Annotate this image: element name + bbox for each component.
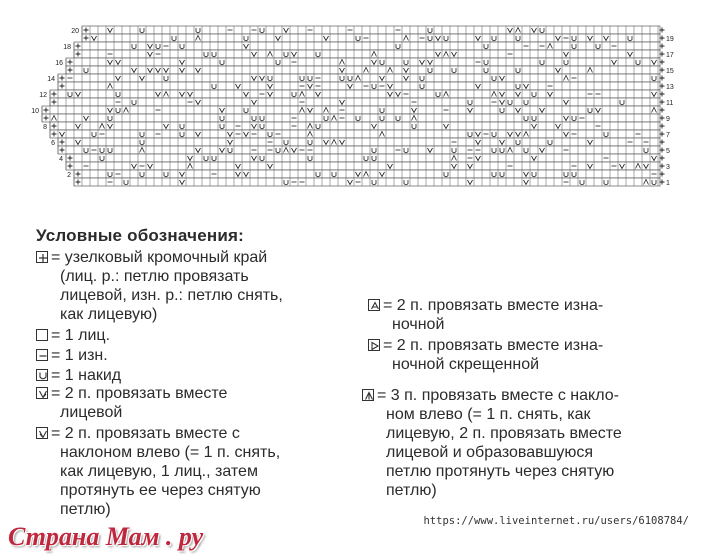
row-number-left: 4 bbox=[59, 156, 63, 163]
legend-item bbox=[362, 386, 622, 500]
chart-row-band bbox=[50, 90, 660, 98]
chart-row bbox=[58, 138, 660, 146]
row-number-left: 12 bbox=[39, 92, 47, 99]
chart-row bbox=[58, 82, 660, 90]
legend-item-text: протянуть ее через снятую bbox=[60, 482, 261, 499]
chart-row bbox=[50, 90, 660, 98]
a-purl-symbol-icon bbox=[368, 299, 380, 311]
tri-purl-symbol-icon bbox=[368, 339, 380, 351]
row-number-left: 20 bbox=[71, 28, 79, 35]
chart-row bbox=[66, 66, 660, 74]
legend-item-text: = 1 лиц. bbox=[51, 327, 111, 344]
chart-row bbox=[74, 178, 660, 186]
chart-row-band bbox=[66, 66, 660, 74]
chart-row bbox=[50, 98, 660, 106]
chart-row-band bbox=[66, 154, 660, 162]
legend-item-text: = 2 п. провязать вместе bbox=[51, 385, 228, 402]
row-number-left: 10 bbox=[31, 108, 39, 115]
legend-item-text: петлю протянуть через снятую bbox=[386, 463, 615, 480]
row-number-right: 9 bbox=[666, 116, 670, 123]
chart-row bbox=[42, 106, 660, 114]
legend-item-text: = 3 п. провязать вместе с накло- bbox=[377, 387, 619, 404]
legend-item-text: = 1 накид bbox=[51, 367, 122, 384]
chart-row-band bbox=[50, 122, 660, 130]
legend-item-text: = 2 п. провязать вместе изна- bbox=[383, 297, 604, 314]
row-number-right: 17 bbox=[666, 52, 674, 59]
legend-item-text: лицевую, 2 п. провязать вместе bbox=[386, 425, 622, 442]
row-number-right: 11 bbox=[666, 100, 674, 107]
legend-item-text: лицевой, изн. р.: петлю снять, bbox=[60, 287, 283, 304]
chart-row-band bbox=[42, 106, 660, 114]
dash-symbol-icon bbox=[36, 349, 48, 361]
chart-row bbox=[66, 58, 660, 66]
row-number-left: 18 bbox=[63, 44, 71, 51]
legend-item bbox=[36, 248, 283, 324]
row-number-right: 19 bbox=[666, 36, 674, 43]
v-right-symbol-icon bbox=[36, 387, 48, 399]
legend-item-text: = узелковый кромочный край bbox=[51, 249, 268, 266]
legend-item bbox=[36, 346, 108, 365]
legend-item-text: ном влево (= 1 п. снять, как bbox=[386, 406, 591, 423]
v-left-symbol-icon bbox=[36, 427, 48, 439]
legend-item bbox=[36, 366, 121, 385]
chart-row bbox=[82, 26, 660, 34]
legend-item bbox=[36, 384, 227, 422]
legend-title: Условные обозначения: bbox=[36, 226, 244, 245]
row-number-left: 6 bbox=[51, 140, 55, 147]
row-number-right: 7 bbox=[666, 132, 670, 139]
row-number-left: 8 bbox=[43, 124, 47, 131]
chart-row-band bbox=[58, 138, 660, 146]
row-number-right: 13 bbox=[666, 84, 674, 91]
chart-row bbox=[74, 50, 660, 58]
site-logo: Страна Мам . ру bbox=[8, 522, 204, 551]
chart-row bbox=[58, 146, 660, 154]
row-number-right: 1 bbox=[666, 180, 670, 187]
chart-row bbox=[66, 162, 660, 170]
legend-item-text: ночной bbox=[392, 316, 445, 333]
legend-item-text: = 2 п. провязать вместе с bbox=[51, 425, 240, 442]
row-number-left: 2 bbox=[67, 172, 71, 179]
legend-item-text: = 2 п. провязать вместе изна- bbox=[383, 337, 604, 354]
legend-item bbox=[36, 326, 110, 345]
legend-item-text: ночной скрещенной bbox=[392, 356, 540, 373]
legend-item-text: лицевой и образовавшуюся bbox=[386, 444, 594, 461]
source-url[interactable]: https://www.liveinternet.ru/users/6108784/ bbox=[423, 515, 689, 527]
legend-item-text: петлю) bbox=[386, 482, 437, 499]
row-number-right: 3 bbox=[666, 164, 670, 171]
plus-symbol-icon bbox=[36, 251, 48, 263]
legend-item-text: петлю) bbox=[60, 501, 111, 518]
a-three-symbol-icon bbox=[362, 389, 374, 401]
chart-row bbox=[50, 122, 660, 130]
knitting-chart bbox=[0, 0, 711, 200]
chart-row-band bbox=[66, 162, 660, 170]
u-symbol-icon bbox=[36, 369, 48, 381]
chart-row-band bbox=[82, 26, 660, 34]
legend-item-text: как лицевую, 1 лиц., затем bbox=[60, 463, 258, 480]
legend-item bbox=[368, 336, 603, 374]
legend-item-text: (лиц. р.: петлю провязать bbox=[60, 268, 249, 285]
chart-row-band bbox=[50, 98, 660, 106]
chart-row-band bbox=[58, 146, 660, 154]
legend-item bbox=[36, 424, 280, 519]
chart-row bbox=[66, 154, 660, 162]
row-number-right: 15 bbox=[666, 68, 674, 75]
row-number-left: 16 bbox=[55, 60, 63, 67]
legend-item-text: как лицевую) bbox=[60, 306, 158, 323]
row-number-left: 14 bbox=[47, 76, 55, 83]
chart-row-band bbox=[58, 82, 660, 90]
row-number-right: 5 bbox=[666, 148, 670, 155]
legend-item-text: = 1 изн. bbox=[51, 347, 108, 364]
legend-item-text: лицевой bbox=[60, 404, 123, 421]
chart-row-band bbox=[66, 58, 660, 66]
empty-symbol-icon bbox=[36, 329, 48, 341]
legend-item-text: наклоном влево (= 1 п. снять, bbox=[60, 444, 281, 461]
legend-item bbox=[368, 296, 603, 334]
chart-grid bbox=[42, 26, 660, 186]
